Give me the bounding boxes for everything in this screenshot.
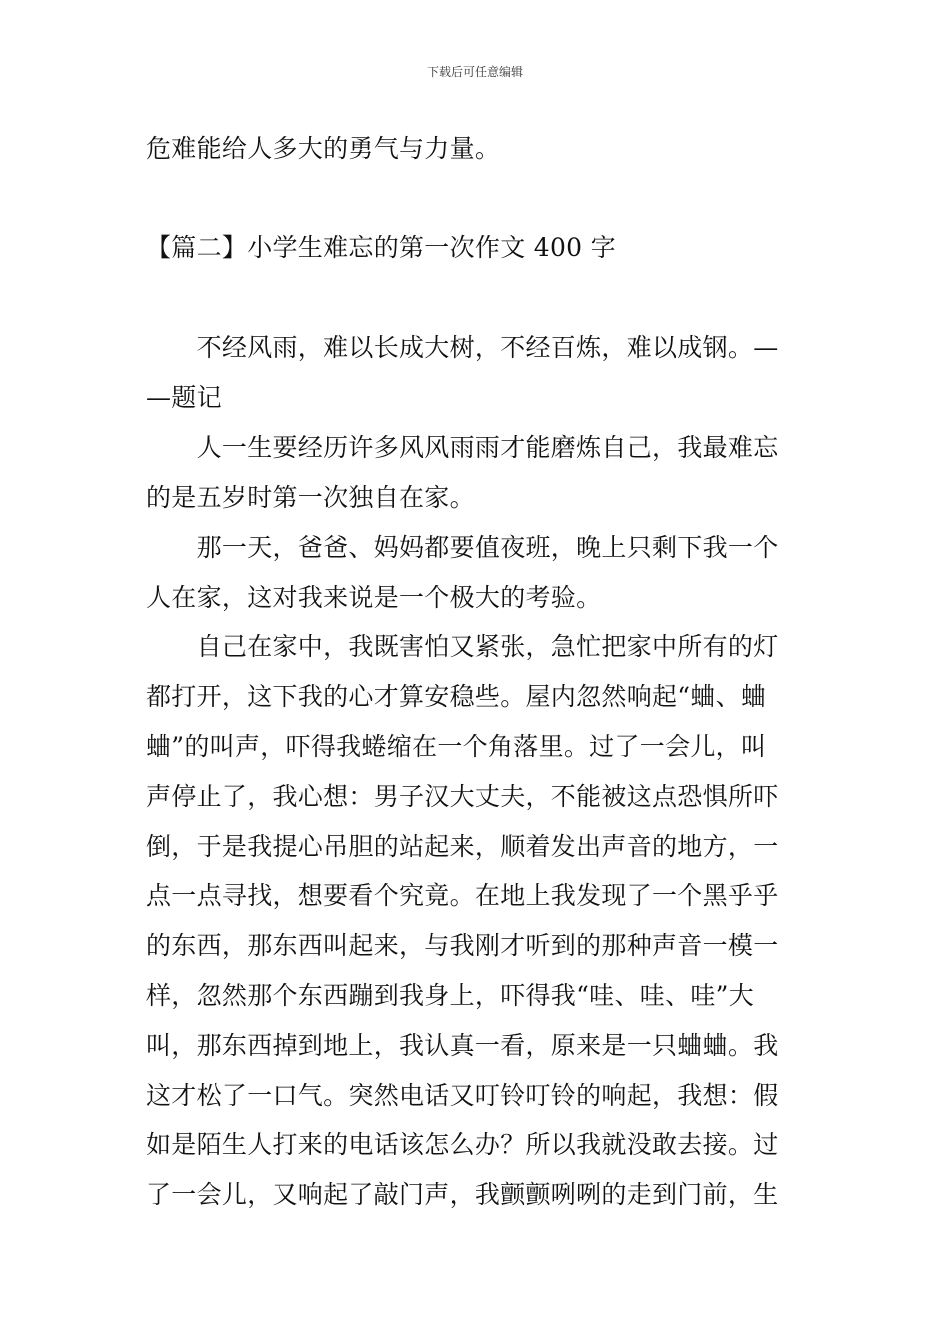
text-line: 都打开，这下我的心才算安稳些。屋内忽然响起“蛐、蛐 xyxy=(146,682,767,711)
text-line: 人一生要经历许多风风雨雨才能磨炼自己，我最难忘 xyxy=(146,433,779,462)
text-line: 样，忽然那个东西蹦到我身上，吓得我“哇、哇、哇”大 xyxy=(146,981,755,1010)
text-line: 的东西，那东西叫起来，与我刚才听到的那种声音一模一 xyxy=(146,931,779,960)
text-line: 的是五岁时第一次独自在家。 xyxy=(146,483,475,512)
text-line: 人在家，这对我来说是一个极大的考验。 xyxy=(146,583,602,612)
text-line: —题记 xyxy=(146,383,222,412)
text-line: 了一会儿，又响起了敲门声，我颤颤咧咧的走到门前，生 xyxy=(146,1180,779,1209)
text-line: 点一点寻找，想要看个究竟。在地上我发现了一个黑乎乎 xyxy=(146,881,779,910)
text-line: 危难能给人多大的勇气与力量。 xyxy=(146,134,501,163)
text-line: 这才松了一口气。突然电话又叮铃叮铃的响起，我想：假 xyxy=(146,1081,779,1110)
text-line: 不经风雨，难以长成大树，不经百炼，难以成钢。— xyxy=(146,333,779,362)
page-header: 下载后可任意编辑 xyxy=(426,65,523,79)
text-line: 那一天，爸爸、妈妈都要值夜班，晚上只剩下我一个 xyxy=(146,533,779,562)
text-line: 叫，那东西掉到地上，我认真一看，原来是一只蛐蛐。我 xyxy=(146,1031,779,1060)
text-line: 声停止了，我心想：男子汉大丈夫，不能被这点恐惧所吓 xyxy=(146,782,779,811)
text-line: 自己在家中，我既害怕又紧张，急忙把家中所有的灯 xyxy=(146,632,779,661)
section-heading: 【篇二】小学生难忘的第一次作文 400 字 xyxy=(146,233,616,262)
text-line: 如是陌生人打来的电话该怎么办？所以我就没敢去接。过 xyxy=(146,1130,779,1159)
text-line: 倒，于是我提心吊胆的站起来，顺着发出声音的地方，一 xyxy=(146,832,779,861)
text-line: 蛐”的叫声，吓得我蜷缩在一个角落里。过了一会儿，叫 xyxy=(146,732,767,761)
